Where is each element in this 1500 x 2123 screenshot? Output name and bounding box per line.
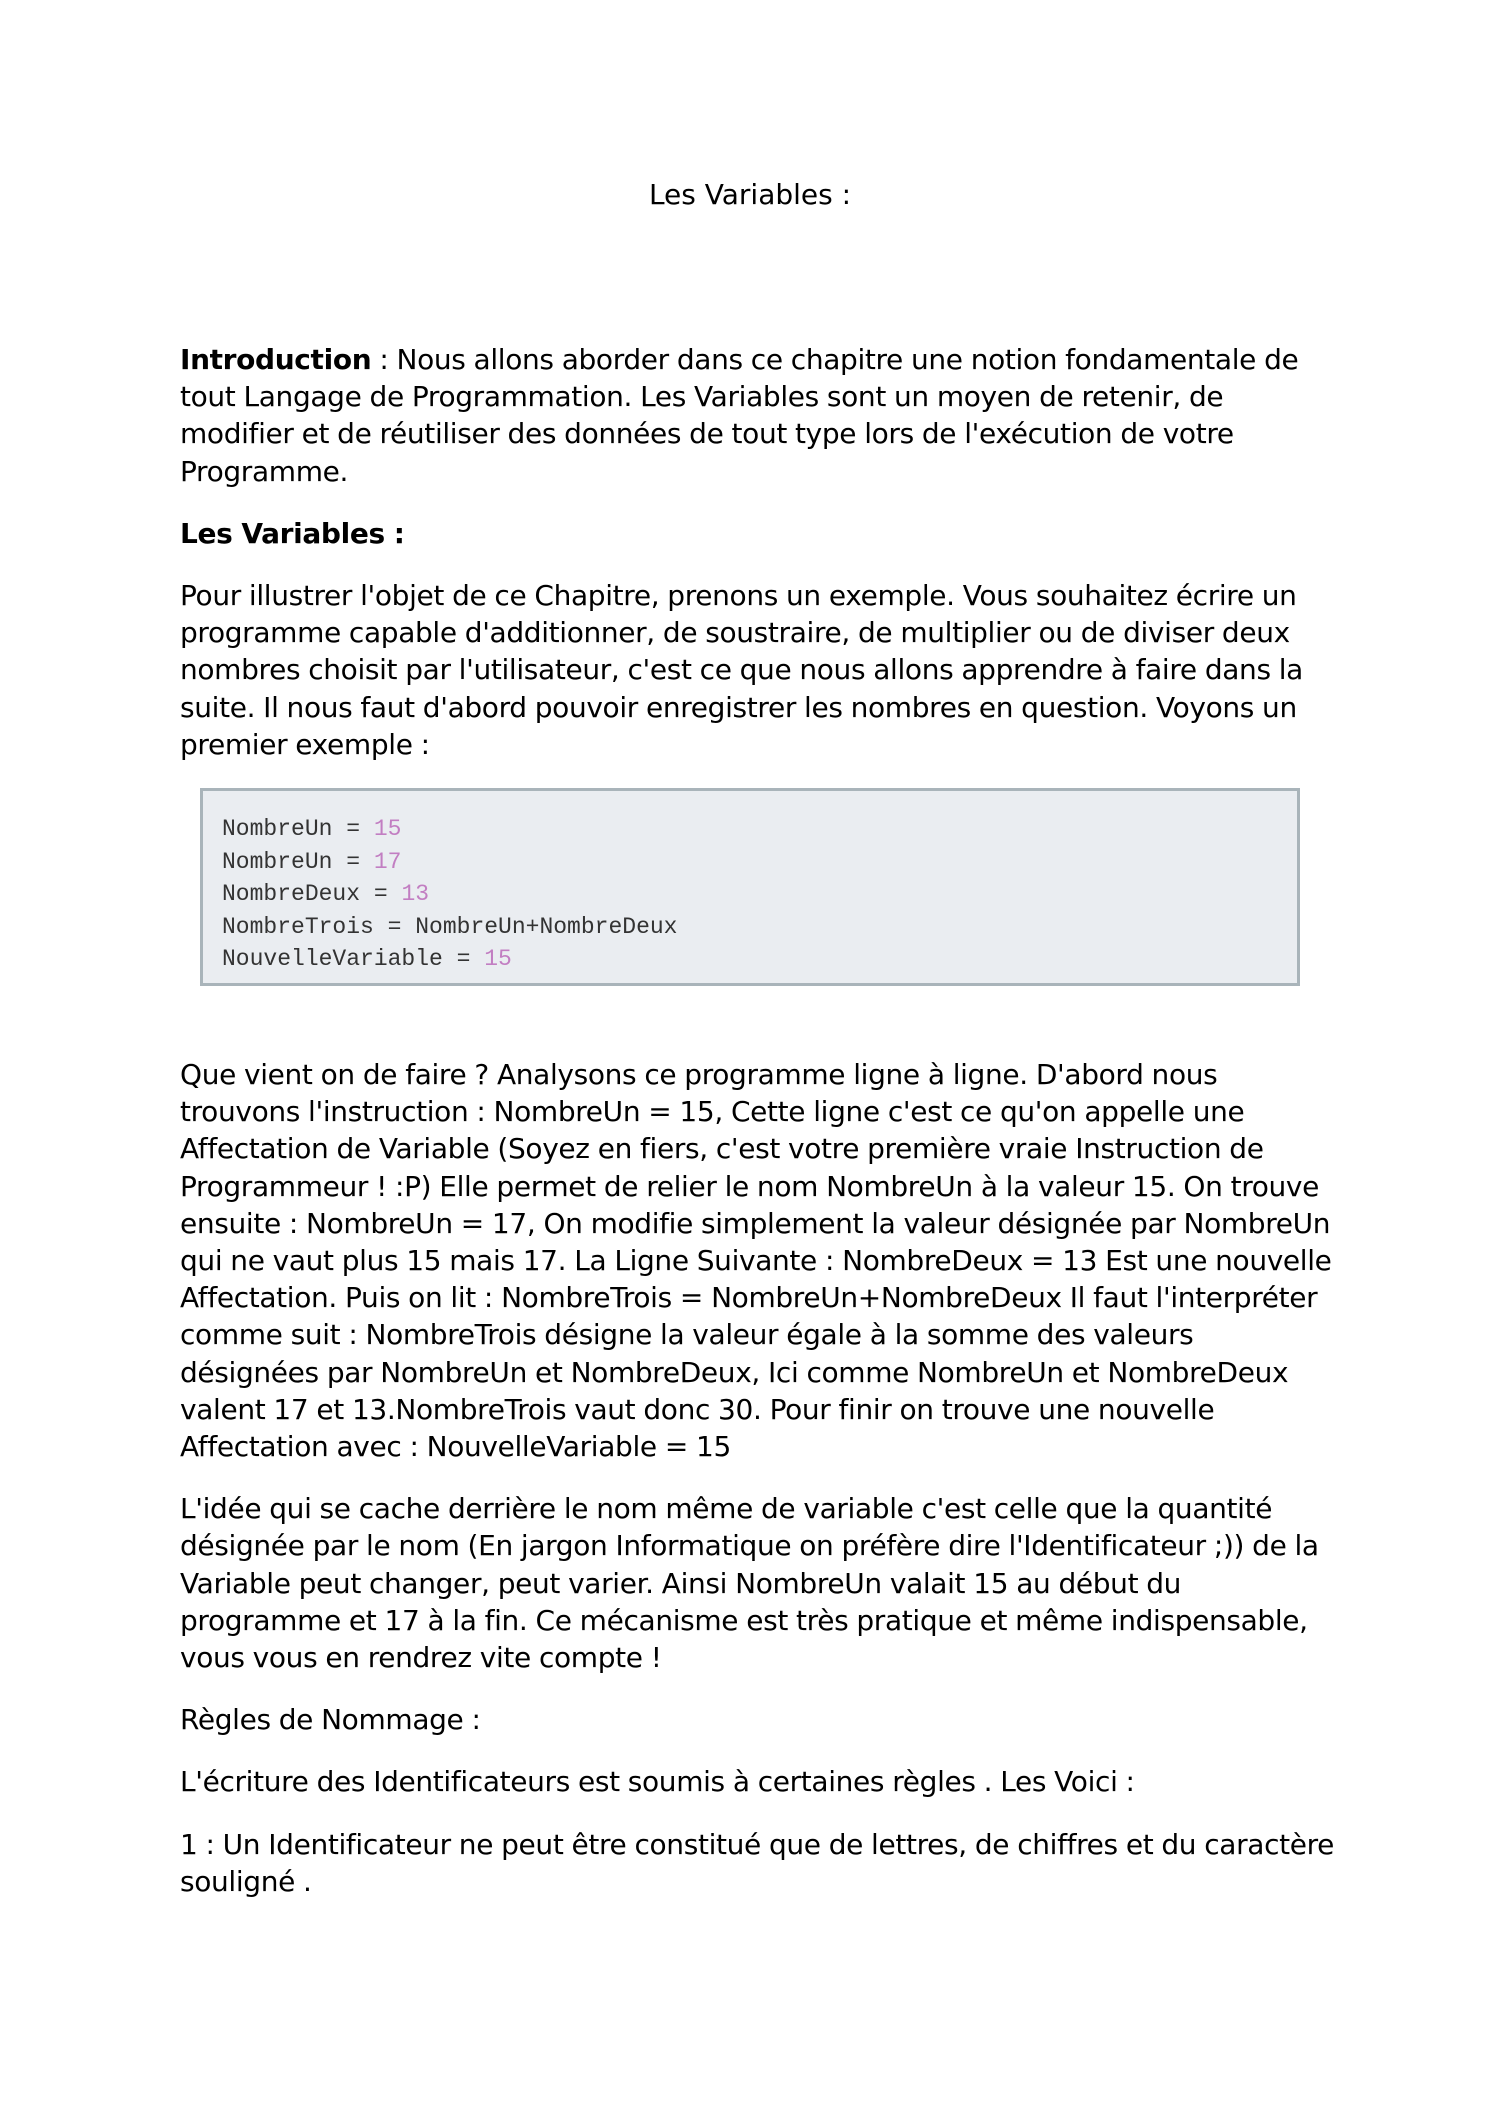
code-number: 15 <box>373 816 402 843</box>
code-number: 17 <box>373 848 402 875</box>
code-number: 15 <box>484 946 512 973</box>
intro-paragraph <box>180 341 1340 490</box>
code-number: 13 <box>401 881 430 908</box>
document-body <box>180 341 1340 1925</box>
code-line <box>222 943 1297 976</box>
rule-1: 1 : Un Identificateur ne peut être constitué que de lettres, de chiffres et du caractère souligné . <box>180 1827 1335 1898</box>
code-lhs: NombreUn = <box>222 848 374 875</box>
code-lhs: NouvelleVariable = <box>222 946 485 973</box>
intro-label: Introduction <box>180 343 372 376</box>
rules-heading: Règles de Nommage : <box>180 1703 481 1737</box>
paragraph-variable-idea: L'idée qui se cache derrière le nom même de variable c'est celle que la quantité désignée par le nom (En jargon Informatique on préfère dire l'Identificateur ;)) de la Variable peut changer, peut varier. Ainsi NombreUn valait 15 au début du programme et 17 à la fin. Ce mécanisme est très pratique et même indispensable, vous vous en rendrez vite compte ! <box>180 1492 1319 1675</box>
code-line <box>222 878 1297 911</box>
code-lhs: NombreTrois = NombreUn+NombreDeux <box>222 913 678 940</box>
code-lhs: NombreDeux = <box>222 881 402 908</box>
paragraph-analysis: Que vient on de faire ? Analysons ce programme ligne à ligne. D'abord nous trouvons l'instruction : NombreUn = 15, Cette ligne c'est ce qu'on appelle une Affectation de Variable (Soyez en fiers, c'est votre première vraie Instruction de Programmeur ! :P) Elle permet de relier le nom NombreUn à la valeur 15. On trouve ensuite : NombreUn = 17, On modifie simplement la valeur désignée par NombreUn qui ne vaut plus 15 mais 17. La Ligne Suivante : NombreDeux = 13 Est une nouvelle Affectation. Puis on lit : NombreTrois = NombreUn+NombreDeux Il faut l'interpréter comme suit : NombreTrois désigne la valeur égale à la somme des valeurs désignées par NombreUn et NombreDeux, Ici comme NombreUn et NombreDeux valent 17 et 13.NombreTrois vaut donc 30. Pour finir on trouve une nouvelle Affectation avec : NouvelleVariable = 15 <box>180 1058 1332 1464</box>
code-line <box>222 911 1297 944</box>
rules-intro: L'écriture des Identificateurs est soumis à certaines règles . Les Voici : <box>180 1765 1135 1799</box>
page-title: Les Variables : <box>648 178 852 211</box>
code-line <box>222 846 1297 879</box>
code-line <box>222 813 1297 846</box>
paragraph-example-intro: Pour illustrer l'objet de ce Chapitre, prenons un exemple. Vous souhaitez écrire un programme capable d'additionner, de soustraire, de multiplier ou de diviser deux nombres choisit par l'utilisateur, c'est ce que nous allons apprendre à faire dans la suite. Il nous faut d'abord pouvoir enregistrer les nombres en question. Voyons un premier exemple : <box>180 579 1303 761</box>
spacer <box>180 986 1340 1056</box>
intro-text: : Nous allons aborder dans ce chapitre une notion fondamentale de tout Langage de Programmation. Les Variables sont un moyen de retenir, de modifier et de réutiliser des données de tout type lors de l'exécution de votre Programme. <box>180 343 1299 488</box>
code-block <box>200 788 1300 986</box>
section-heading: Les Variables : <box>180 516 405 550</box>
code-lhs: NombreUn = <box>222 816 374 843</box>
